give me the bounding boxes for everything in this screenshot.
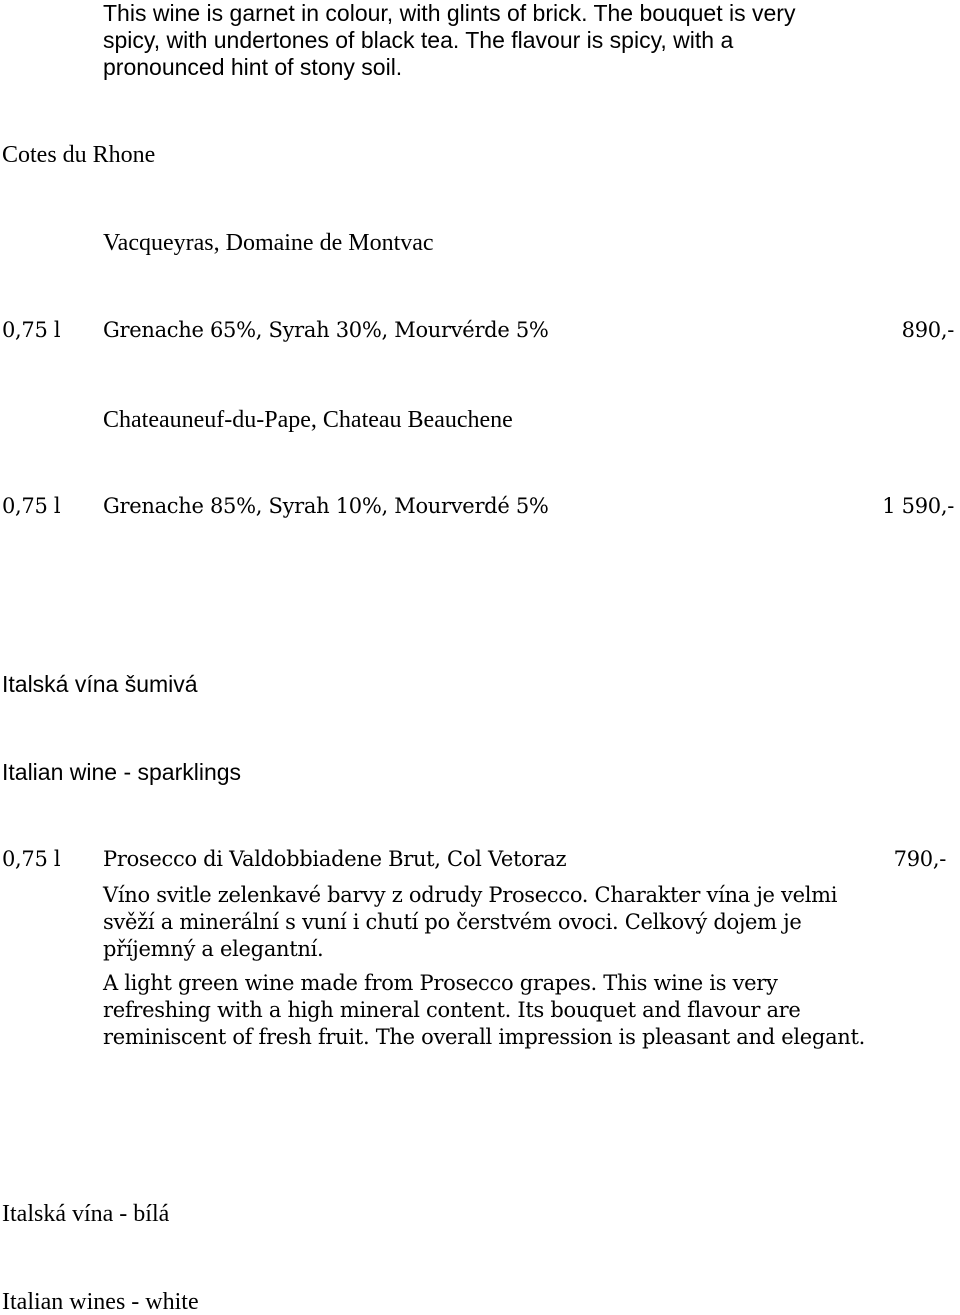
wine-description-en [103,970,865,1051]
section-heading-cz: Italská vína - bílá [2,1201,170,1227]
description-line: refreshing with a high mineral content. Its bouquet and flavour are [103,998,801,1022]
description-line: reminiscent of fresh fruit. The overall impression is pleasant and elegant. [103,1025,866,1049]
wine-name: Chateauneuf-du-Pape, Chateau Beauchene [103,407,513,433]
description-line: svěží a minerální s vuní i chutí po čerstvém ovoci. Celkový dojem je [103,910,802,934]
wine-volume: 0,75 l [2,847,61,871]
wine-volume: 0,75 l [2,318,61,342]
wine-price: 1 590,- [882,494,954,518]
region-heading: Cotes du Rhone [2,142,156,168]
wine-name: Prosecco di Valdobbiadene Brut, Col Vetoraz [103,847,567,871]
wine-grapes: Grenache 85%, Syrah 10%, Mourverdé 5% [103,494,549,518]
description-line: příjemný a elegantní. [103,937,324,961]
intro-line-2: spicy, with undertones of black tea. The flavour is spicy, with a [103,27,734,53]
intro-line-1: This wine is garnet in colour, with glints of brick. The bouquet is very [103,0,796,26]
intro-line-3: pronounced hint of stony soil. [103,54,403,80]
wine-grapes: Grenache 65%, Syrah 30%, Mourvérde 5% [103,318,549,342]
wine-description-cz [103,882,837,963]
wine-volume: 0,75 l [2,494,61,518]
wine-name: Vacqueyras, Domaine de Montvac [103,230,434,256]
wine-price: 890,- [901,318,954,342]
section-heading-en: Italian wine - sparklings [2,759,242,785]
section-heading-cz: Italská vína šumivá [2,671,198,697]
section-heading-en: Italian wines - white [2,1289,199,1315]
description-line: Víno svitle zelenkavé barvy z odrudy Prosecco. Charakter vína je velmi [103,883,838,907]
intro-description [103,0,795,81]
wine-price: 790,- [893,847,946,871]
description-line: A light green wine made from Prosecco grapes. This wine is very [103,971,778,995]
